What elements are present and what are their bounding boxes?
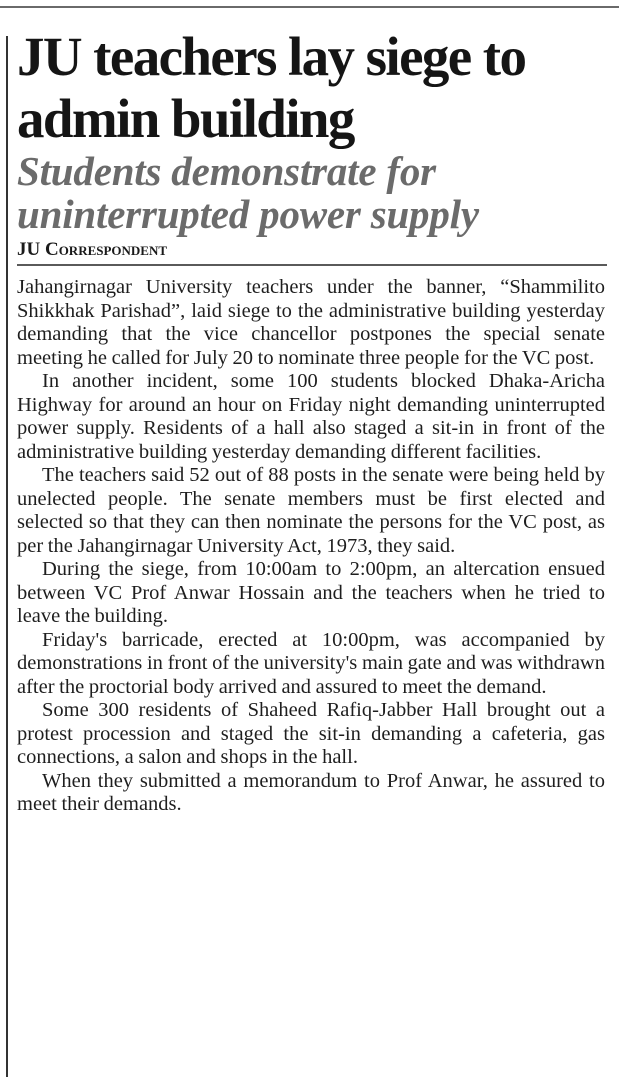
body-paragraph: Friday's barricade, erected at 10:00pm, was accompanied by demonstrations in front of the university's main gate and was withdrawn after the proctorial body arrived and assured to meet the demand. [17,628,605,698]
article-body [17,276,605,817]
left-border-rule [6,36,8,1077]
byline-divider [17,264,607,266]
body-paragraph: Some 300 residents of Shaheed Rafiq-Jabber Hall brought out a protest procession and staged the sit-in demanding a cafeteria, gas connections, a salon and shops in the hall. [17,699,605,768]
body-paragraph: Jahangirnagar University teachers under the banner, “Shammilito Shikkhak Parishad”, laid siege to the administrative building yesterday demanding that the vice chancellor postpones the special senate meeting he called for July 20 to nominate three people for the VC post. [17,276,605,369]
body-paragraph: When they submitted a memorandum to Prof Anwar, he assured to meet their demands. [17,769,605,815]
subheadline: Students demonstrate for uninterrupted power supply [17,148,479,237]
byline: JU Correspondent [17,239,168,260]
body-paragraph: During the siege, from 10:00am to 2:00pm, an altercation ensued between VC Prof Anwar Hossain and the teachers when he tried to leave the building. [17,558,605,627]
article [17,26,605,817]
body-paragraph: The teachers said 52 out of 88 posts in the senate were being held by unelected people. The senate members must be first elected and selected so that they can then nominate the persons for the VC post, as per the Jahangirnagar University Act, 1973, they said. [17,464,605,557]
top-border-rule [0,6,619,8]
headline: JU teachers lay siege to admin building [17,26,526,149]
body-paragraph: In another incident, some 100 students blocked Dhaka-Aricha Highway for around an hour on Friday night demanding uninterrupted power supply. Residents of a hall also staged a sit-in in front of the administrative building yesterday demanding different facilities. [17,370,605,463]
